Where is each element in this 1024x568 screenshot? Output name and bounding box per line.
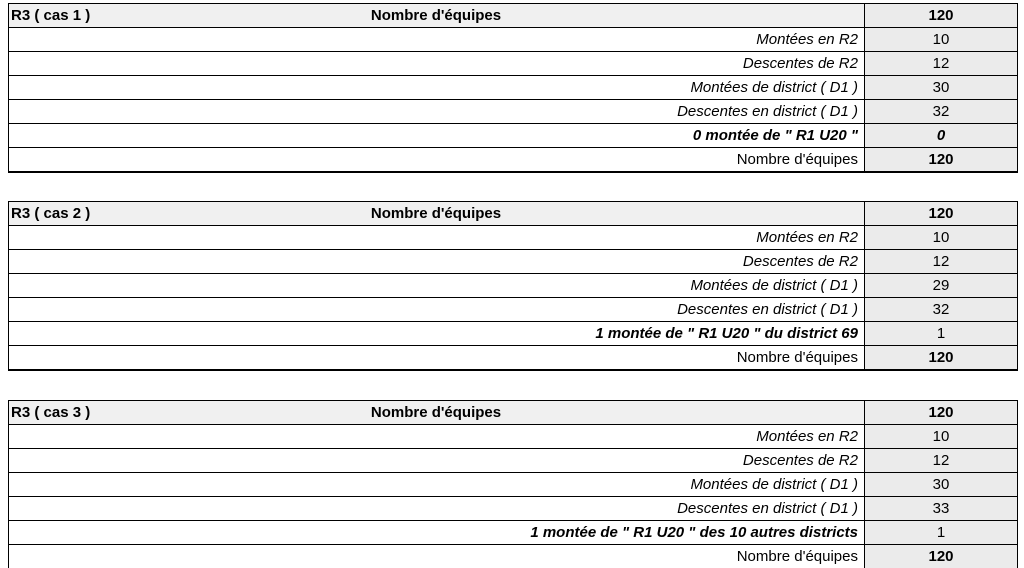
total-value-cell[interactable]: 120 <box>864 345 1018 369</box>
row-label-cell[interactable]: 1 montée de " R1 U20 " des 10 autres districts <box>8 520 864 544</box>
table-row[interactable] <box>0 225 1024 249</box>
row-label-cell[interactable]: Montées de district ( D1 ) <box>8 273 864 297</box>
section-case-label: R3 ( cas 3 ) <box>11 404 91 421</box>
table-row[interactable] <box>0 123 1024 147</box>
row-label-cell[interactable]: 0 montée de " R1 U20 " <box>8 123 864 147</box>
table-row[interactable] <box>0 321 1024 345</box>
section-header-row[interactable] <box>0 400 1024 424</box>
table-row[interactable] <box>0 273 1024 297</box>
row-value-cell[interactable]: 12 <box>864 51 1018 75</box>
row-label-cell[interactable]: Descentes de R2 <box>8 448 864 472</box>
table-row[interactable] <box>0 424 1024 448</box>
left-border <box>8 400 9 568</box>
row-value-cell[interactable]: 12 <box>864 448 1018 472</box>
total-row[interactable] <box>0 544 1024 568</box>
table-row[interactable] <box>0 249 1024 273</box>
section-header-row[interactable] <box>0 3 1024 27</box>
total-row[interactable] <box>0 147 1024 171</box>
total-label-cell[interactable]: Nombre d'équipes <box>8 544 864 568</box>
row-value-cell[interactable]: 10 <box>864 225 1018 249</box>
table-row[interactable] <box>0 472 1024 496</box>
row-value-cell[interactable]: 0 <box>864 123 1018 147</box>
section-bottom-border <box>8 171 1018 173</box>
row-value-cell[interactable]: 32 <box>864 297 1018 321</box>
total-label-cell[interactable]: Nombre d'équipes <box>8 147 864 171</box>
row-label-cell[interactable]: Montées en R2 <box>8 225 864 249</box>
table-row[interactable] <box>0 51 1024 75</box>
total-label-cell[interactable]: Nombre d'équipes <box>8 345 864 369</box>
section-bottom-border <box>8 369 1018 371</box>
section-header-cell[interactable] <box>8 3 864 27</box>
section-title: Nombre d'équipes <box>370 7 502 24</box>
table-row[interactable] <box>0 27 1024 51</box>
row-label-cell[interactable]: Descentes en district ( D1 ) <box>8 99 864 123</box>
header-value-cell[interactable]: 120 <box>864 201 1018 225</box>
row-label-cell[interactable]: Descentes en district ( D1 ) <box>8 297 864 321</box>
row-label-cell[interactable]: Descentes de R2 <box>8 51 864 75</box>
total-value-cell[interactable]: 120 <box>864 544 1018 568</box>
section-title: Nombre d'équipes <box>370 404 502 421</box>
row-value-cell[interactable]: 32 <box>864 99 1018 123</box>
total-value-cell[interactable]: 120 <box>864 147 1018 171</box>
table-row[interactable] <box>0 448 1024 472</box>
row-value-cell[interactable]: 10 <box>864 27 1018 51</box>
row-label-cell[interactable]: Montées en R2 <box>8 27 864 51</box>
row-label-cell[interactable]: Montées de district ( D1 ) <box>8 75 864 99</box>
section-header-row[interactable] <box>0 201 1024 225</box>
row-value-cell[interactable]: 10 <box>864 424 1018 448</box>
row-label-cell[interactable]: 1 montée de " R1 U20 " du district 69 <box>8 321 864 345</box>
section-case-label: R3 ( cas 2 ) <box>11 205 91 222</box>
left-border <box>8 201 9 369</box>
table-row[interactable] <box>0 496 1024 520</box>
header-value-cell[interactable]: 120 <box>864 400 1018 424</box>
row-value-cell[interactable]: 1 <box>864 321 1018 345</box>
table-row[interactable] <box>0 297 1024 321</box>
row-value-cell[interactable]: 33 <box>864 496 1018 520</box>
row-value-cell[interactable]: 12 <box>864 249 1018 273</box>
row-label-cell[interactable]: Montées en R2 <box>8 424 864 448</box>
section-header-cell[interactable] <box>8 400 864 424</box>
left-border <box>8 3 9 171</box>
section-title: Nombre d'équipes <box>370 205 502 222</box>
section-header-cell[interactable] <box>8 201 864 225</box>
table-row[interactable] <box>0 99 1024 123</box>
row-value-cell[interactable]: 29 <box>864 273 1018 297</box>
row-value-cell[interactable]: 30 <box>864 75 1018 99</box>
row-label-cell[interactable]: Descentes de R2 <box>8 249 864 273</box>
header-value-cell[interactable]: 120 <box>864 3 1018 27</box>
row-label-cell[interactable]: Descentes en district ( D1 ) <box>8 496 864 520</box>
row-label-cell[interactable]: Montées de district ( D1 ) <box>8 472 864 496</box>
table-row[interactable] <box>0 520 1024 544</box>
section-case-label: R3 ( cas 1 ) <box>11 7 91 24</box>
row-value-cell[interactable]: 30 <box>864 472 1018 496</box>
row-value-cell[interactable]: 1 <box>864 520 1018 544</box>
table-row[interactable] <box>0 75 1024 99</box>
total-row[interactable] <box>0 345 1024 369</box>
